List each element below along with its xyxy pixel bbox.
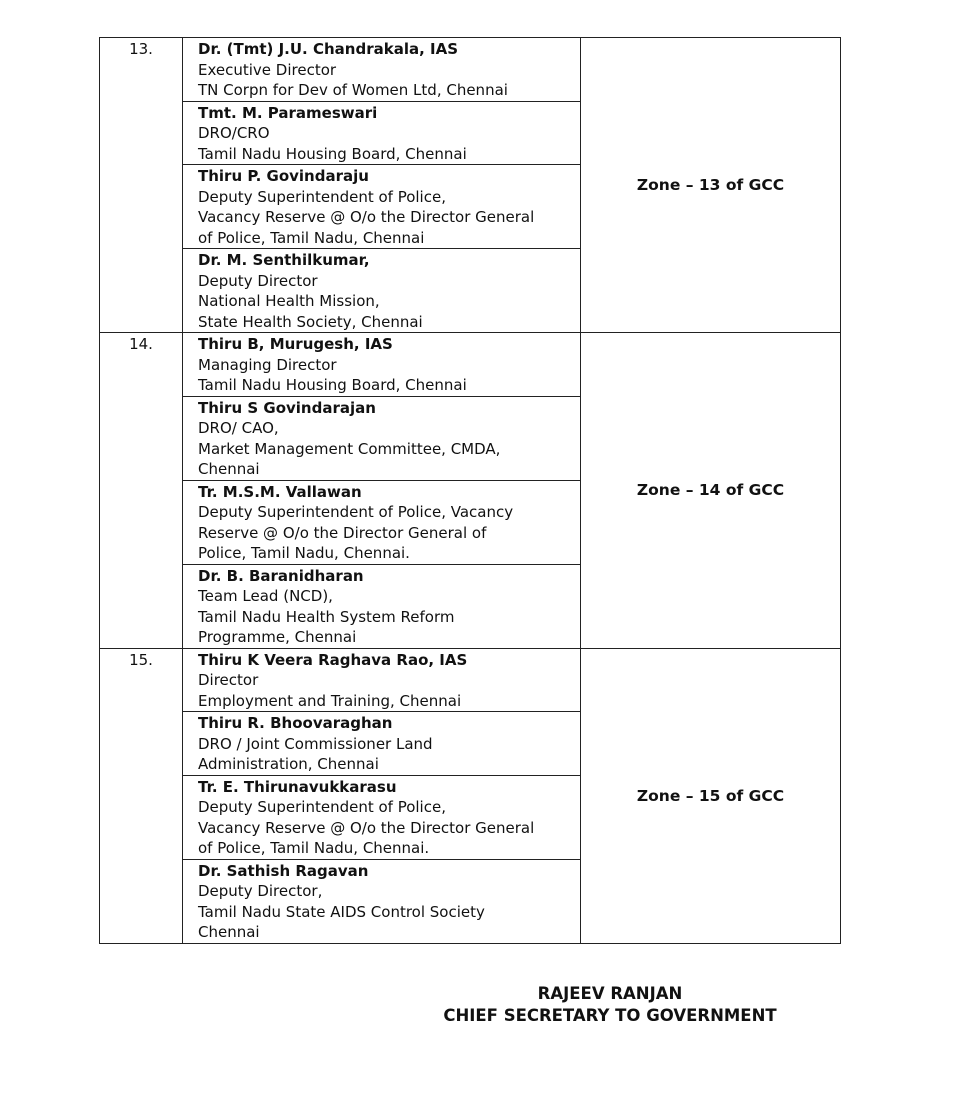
officer-office: Chennai xyxy=(198,923,260,941)
table-row xyxy=(100,648,841,943)
officer-office: Employment and Training, Chennai xyxy=(198,691,462,710)
officer-entry xyxy=(183,333,580,397)
zone-label: Zone – 13 of GCC xyxy=(581,38,841,333)
officer-name: Dr. (Tmt) J.U. Chandrakala, IAS xyxy=(198,40,458,58)
officer-entry xyxy=(183,565,580,648)
officer-designation: DRO/ CAO, xyxy=(198,419,279,437)
signature-block xyxy=(420,983,800,1027)
officer-designation: Deputy Superintendent of Police, xyxy=(198,187,446,206)
officer-office: Vacancy Reserve @ O/o the Director General xyxy=(198,818,535,837)
officers-cell xyxy=(183,38,581,333)
officer-name: Thiru S Govindarajan xyxy=(198,398,376,417)
serial-number: 15. xyxy=(100,648,183,943)
officer-designation: Deputy Director xyxy=(198,271,318,290)
officer-office: of Police, Tamil Nadu, Chennai. xyxy=(198,839,430,857)
officer-name: Tr. E. Thirunavukkarasu xyxy=(198,777,397,796)
officer-designation: Deputy Superintendent of Police, xyxy=(198,798,446,816)
officer-office: Police, Tamil Nadu, Chennai. xyxy=(198,544,410,562)
officer-designation: Deputy Superintendent of Police, Vacancy xyxy=(198,503,514,521)
zone-allocation-table xyxy=(99,37,841,944)
officer-name: Thiru B, Murugesh, IAS xyxy=(198,335,393,353)
officer-entry xyxy=(183,860,580,943)
zone-label: Zone – 15 of GCC xyxy=(581,648,841,943)
signatory-name: RAJEEV RANJAN xyxy=(537,984,683,1003)
officer-office: Tamil Nadu State AIDS Control Society xyxy=(198,902,485,921)
officer-office: Market Management Committee, CMDA, xyxy=(198,439,501,458)
officer-designation: DRO / Joint Commissioner Land xyxy=(198,734,433,753)
officer-office: Chennai xyxy=(198,460,260,478)
officer-designation: Director xyxy=(198,671,259,689)
officer-office: of Police, Tamil Nadu, Chennai xyxy=(198,228,425,247)
zone-label: Zone – 14 of GCC xyxy=(581,333,841,649)
officer-name: Dr. B. Baranidharan xyxy=(198,566,364,585)
officers-cell xyxy=(183,333,581,649)
officer-office: Reserve @ O/o the Director General of xyxy=(198,523,487,542)
officer-entry xyxy=(183,712,580,776)
officer-entry xyxy=(183,481,580,565)
officer-office: Tamil Nadu Housing Board, Chennai xyxy=(198,376,467,394)
officer-name: Thiru K Veera Raghava Rao, IAS xyxy=(198,650,468,669)
officer-office: TN Corpn for Dev of Women Ltd, Chennai xyxy=(198,81,508,99)
officer-entry xyxy=(183,397,580,481)
officer-name: Thiru P. Govindaraju xyxy=(198,167,369,185)
officer-entry xyxy=(183,38,580,102)
table-row xyxy=(100,333,841,649)
officer-office: State Health Society, Chennai xyxy=(198,312,423,331)
officer-office: National Health Mission, xyxy=(198,292,380,310)
officer-designation: Managing Director xyxy=(198,355,337,374)
officer-entry xyxy=(183,165,580,249)
officer-office: Tamil Nadu Housing Board, Chennai xyxy=(198,144,467,163)
officer-entry xyxy=(183,249,580,332)
officer-office: Programme, Chennai xyxy=(198,628,357,646)
officer-name: Thiru R. Bhoovaraghan xyxy=(198,714,393,732)
officer-office: Tamil Nadu Health System Reform xyxy=(198,607,455,626)
signatory-designation: CHIEF SECRETARY TO GOVERNMENT xyxy=(443,1006,777,1025)
officer-name: Tr. M.S.M. Vallawan xyxy=(198,482,362,501)
officer-name: Dr. Sathish Ragavan xyxy=(198,861,369,880)
officer-office: Administration, Chennai xyxy=(198,755,379,773)
serial-number: 14. xyxy=(100,333,183,649)
officer-entry xyxy=(183,102,580,166)
officer-office: Vacancy Reserve @ O/o the Director General xyxy=(198,208,535,226)
officer-designation: Executive Director xyxy=(198,60,337,79)
officer-designation: Team Lead (NCD), xyxy=(198,587,333,605)
officer-name: Tmt. M. Parameswari xyxy=(198,103,378,122)
officer-designation: DRO/CRO xyxy=(198,124,270,142)
table-row xyxy=(100,38,841,333)
serial-number: 13. xyxy=(100,38,183,333)
officer-entry xyxy=(183,649,580,713)
officer-entry xyxy=(183,776,580,860)
officers-cell xyxy=(183,648,581,943)
officer-name: Dr. M. Senthilkumar, xyxy=(198,251,370,269)
officer-designation: Deputy Director, xyxy=(198,882,323,900)
